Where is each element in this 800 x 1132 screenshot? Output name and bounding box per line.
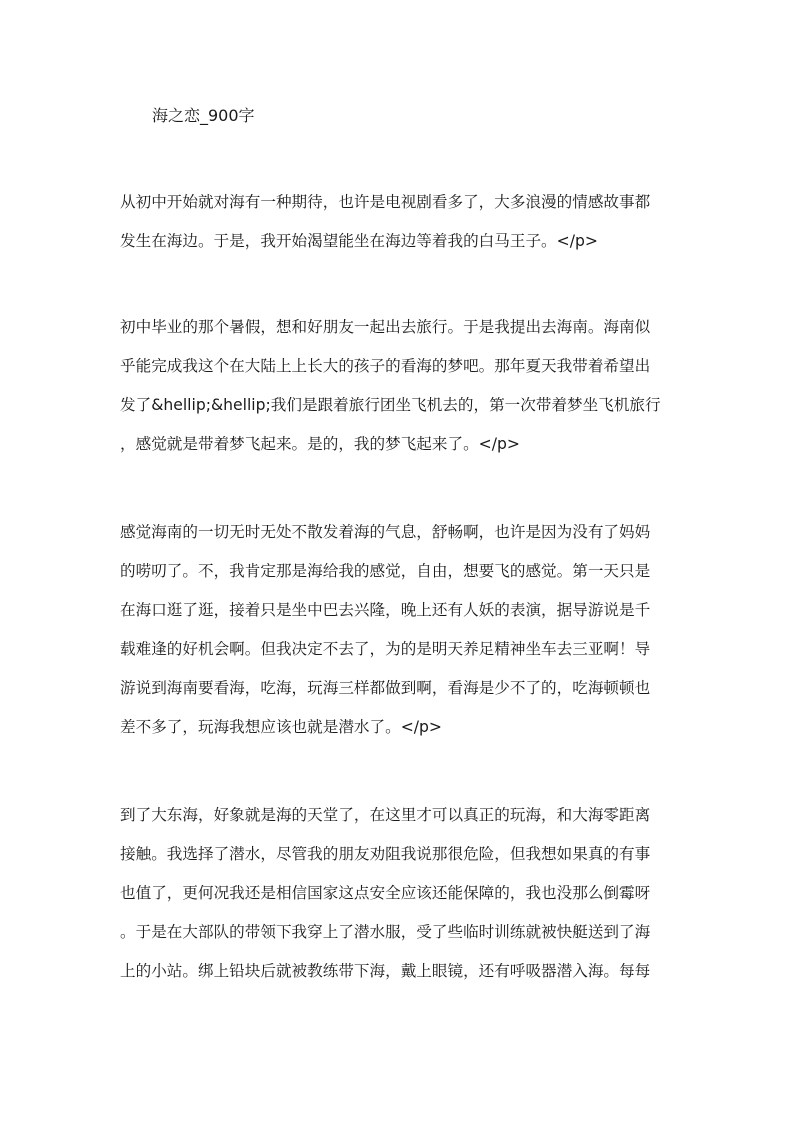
document-title: 海之恋_900字 (152, 106, 255, 125)
paragraph-2-line-1: 初中毕业的那个暑假，想和好朋友一起出去旅行。于是我提出去海南。海南似 (120, 318, 651, 336)
paragraph-1-line-1: 从初中开始就对海有一种期待，也许是电视剧看多了，大多浪漫的情感故事都 (120, 193, 651, 211)
paragraph-4-line-3: 也值了，更何况我还是相信国家这点安全应该还能保障的，我也没那么倒霉呀 (120, 884, 651, 902)
paragraph-4-line-4: 。于是在大部队的带领下我穿上了潜水服，受了些临时训练就被快艇送到了海 (120, 923, 651, 941)
paragraph-2-line-3: 发了&hellip;&hellip;我们是跟着旅行团坐飞机去的，第一次带着梦坐飞机旅行 (120, 396, 661, 414)
paragraph-2-line-2: 乎能完成我这个在大陆上上长大的孩子的看海的梦吧。那年夏天我带着希望出 (120, 357, 651, 375)
paragraph-1-line-2: 发生在海边。于是，我开始渴望能坐在海边等着我的白马王子。</p> (120, 232, 598, 250)
paragraph-2-line-4: ，感觉就是带着梦飞起来。是的，我的梦飞起来了。</p> (120, 435, 520, 453)
paragraph-4-line-1: 到了大东海，好象就是海的天堂了，在这里才可以真正的玩海，和大海零距离 (120, 806, 651, 824)
paragraph-3-line-3: 在海口逛了逛，接着只是坐中巴去兴隆，晚上还有人妖的表演，据导游说是千 (120, 601, 651, 619)
paragraph-4-line-5: 上的小站。绑上铅块后就被教练带下海，戴上眼镜，还有呼吸器潜入海。每每 (120, 962, 651, 980)
paragraph-3-line-5: 游说到海南要看海，吃海，玩海三样都做到啊，看海是少不了的，吃海顿顿也 (120, 679, 651, 697)
paragraph-3-line-6: 差不多了，玩海我想应该也就是潜水了。</p> (120, 718, 442, 736)
paragraph-3-line-2: 的唠叨了。不，我肯定那是海给我的感觉，自由，想要飞的感觉。第一天只是 (120, 562, 651, 580)
paragraph-3-line-4: 载难逢的好机会啊。但我决定不去了，为的是明天养足精神坐车去三亚啊！导 (120, 640, 651, 658)
paragraph-3-line-1: 感觉海南的一切无时无处不散发着海的气息，舒畅啊，也许是因为没有了妈妈 (120, 523, 651, 541)
paragraph-4-line-2: 接触。我选择了潜水，尽管我的朋友劝阻我说那很危险，但我想如果真的有事 (120, 845, 651, 863)
